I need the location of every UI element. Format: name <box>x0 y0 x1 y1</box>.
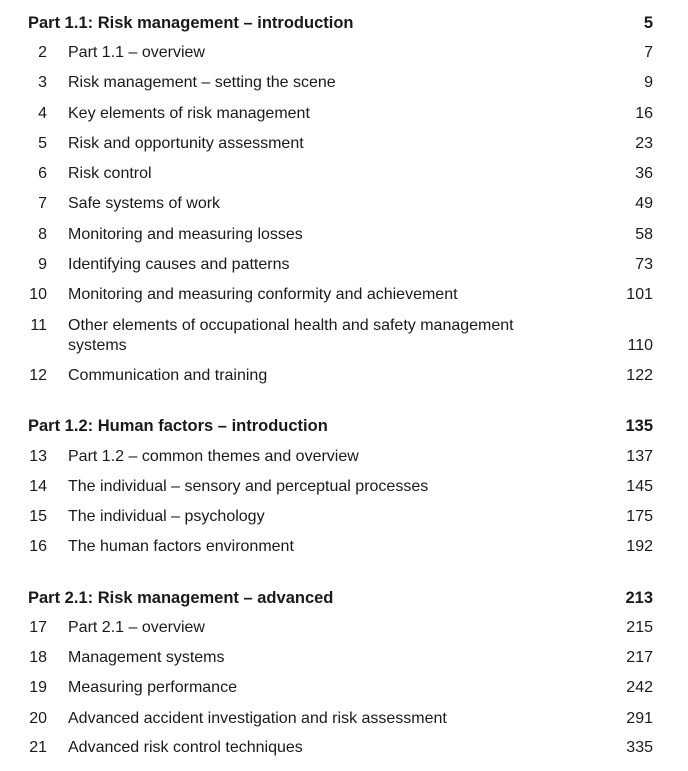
chapter-number: 21 <box>29 739 47 756</box>
toc-entry <box>0 316 653 356</box>
chapter-page-number: 145 <box>626 478 653 495</box>
toc-entry <box>0 194 653 214</box>
part-title: Part 1.1: Risk management – introduction <box>28 14 354 32</box>
chapter-number: 4 <box>38 105 47 122</box>
toc-entry <box>0 285 653 305</box>
chapter-number: 3 <box>38 74 47 91</box>
chapter-number: 2 <box>38 44 47 61</box>
chapter-title: Risk and opportunity assessment <box>68 135 304 152</box>
toc-entry <box>0 164 653 184</box>
chapter-page-number: 335 <box>626 739 653 756</box>
chapter-number: 12 <box>29 367 47 384</box>
chapter-title: Key elements of risk management <box>68 105 310 122</box>
chapter-page-number: 16 <box>635 105 653 122</box>
chapter-title: Monitoring and measuring conformity and achievement <box>68 286 458 303</box>
chapter-number: 13 <box>29 448 47 465</box>
chapter-number: 20 <box>29 710 47 727</box>
toc-entry <box>0 73 653 93</box>
chapter-number: 5 <box>38 135 47 152</box>
chapter-title: Advanced accident investigation and risk assessment <box>68 710 447 727</box>
toc-entry <box>0 134 653 154</box>
chapter-number: 14 <box>29 478 47 495</box>
chapter-page-number: 217 <box>626 649 653 666</box>
chapter-page-number: 23 <box>635 135 653 152</box>
part-title: Part 1.2: Human factors – introduction <box>28 417 328 435</box>
toc-entry <box>0 447 653 467</box>
chapter-number: 19 <box>29 679 47 696</box>
toc-entry <box>0 477 653 497</box>
chapter-page-number: 122 <box>626 367 653 384</box>
part-title: Part 2.1: Risk management – advanced <box>28 589 334 607</box>
chapter-title: Safe systems of work <box>68 195 221 212</box>
chapter-number: 8 <box>38 226 47 243</box>
chapter-title: Part 1.2 – common themes and overview <box>68 448 359 465</box>
chapter-page-number: 49 <box>635 195 653 212</box>
toc-entry <box>0 104 653 124</box>
chapter-title: Measuring performance <box>68 679 237 696</box>
chapter-number: 6 <box>38 165 47 182</box>
chapter-number: 7 <box>38 195 47 212</box>
toc-entry <box>0 507 653 527</box>
toc-entry <box>0 618 653 638</box>
chapter-number: 11 <box>30 317 47 334</box>
chapter-page-number: 101 <box>626 286 653 303</box>
part-heading <box>28 413 653 439</box>
chapter-title: The human factors environment <box>68 538 294 555</box>
part-heading <box>28 585 653 611</box>
chapter-title: Monitoring and measuring losses <box>68 226 303 243</box>
chapter-page-number: 7 <box>644 44 653 61</box>
toc-entry <box>0 709 653 729</box>
chapter-number: 9 <box>38 256 47 273</box>
chapter-number: 18 <box>29 649 47 666</box>
chapter-title: Advanced risk control techniques <box>68 739 303 756</box>
part-page-number: 5 <box>643 14 653 32</box>
chapter-number: 10 <box>29 286 47 303</box>
toc-entry <box>0 738 653 758</box>
chapter-page-number: 110 <box>627 337 653 354</box>
chapter-title: The individual – psychology <box>68 508 265 525</box>
chapter-page-number: 73 <box>635 256 653 273</box>
chapter-number: 17 <box>29 619 47 636</box>
toc-entry <box>0 225 653 245</box>
chapter-page-number: 58 <box>635 226 653 243</box>
toc-entry <box>0 678 653 698</box>
chapter-page-number: 137 <box>626 448 653 465</box>
chapter-title: Part 1.1 – overview <box>68 44 205 61</box>
chapter-page-number: 242 <box>626 679 653 696</box>
chapter-number: 15 <box>29 508 47 525</box>
part-page-number: 135 <box>625 417 653 435</box>
part-heading <box>28 10 653 36</box>
toc-entry <box>0 366 653 386</box>
chapter-title: Part 2.1 – overview <box>68 619 205 636</box>
chapter-page-number: 175 <box>626 508 653 525</box>
chapter-title: Communication and training <box>68 367 268 384</box>
part-page-number: 213 <box>625 589 653 607</box>
chapter-title: The individual – sensory and perceptual processes <box>68 478 429 495</box>
toc-entry <box>0 43 653 63</box>
chapter-title: Other elements of occupational health and safety management systems <box>68 317 514 354</box>
chapter-title: Risk management – setting the scene <box>68 74 336 91</box>
chapter-page-number: 192 <box>626 538 653 555</box>
toc-entry <box>0 648 653 668</box>
chapter-page-number: 291 <box>626 710 653 727</box>
chapter-title: Identifying causes and patterns <box>68 256 290 273</box>
toc-entry <box>0 537 653 557</box>
chapter-page-number: 215 <box>626 619 653 636</box>
chapter-title: Management systems <box>68 649 225 666</box>
chapter-page-number: 36 <box>635 165 653 182</box>
chapter-page-number: 9 <box>644 74 653 91</box>
chapter-number: 16 <box>29 538 47 555</box>
toc-entry <box>0 255 653 275</box>
chapter-title: Risk control <box>68 165 152 182</box>
